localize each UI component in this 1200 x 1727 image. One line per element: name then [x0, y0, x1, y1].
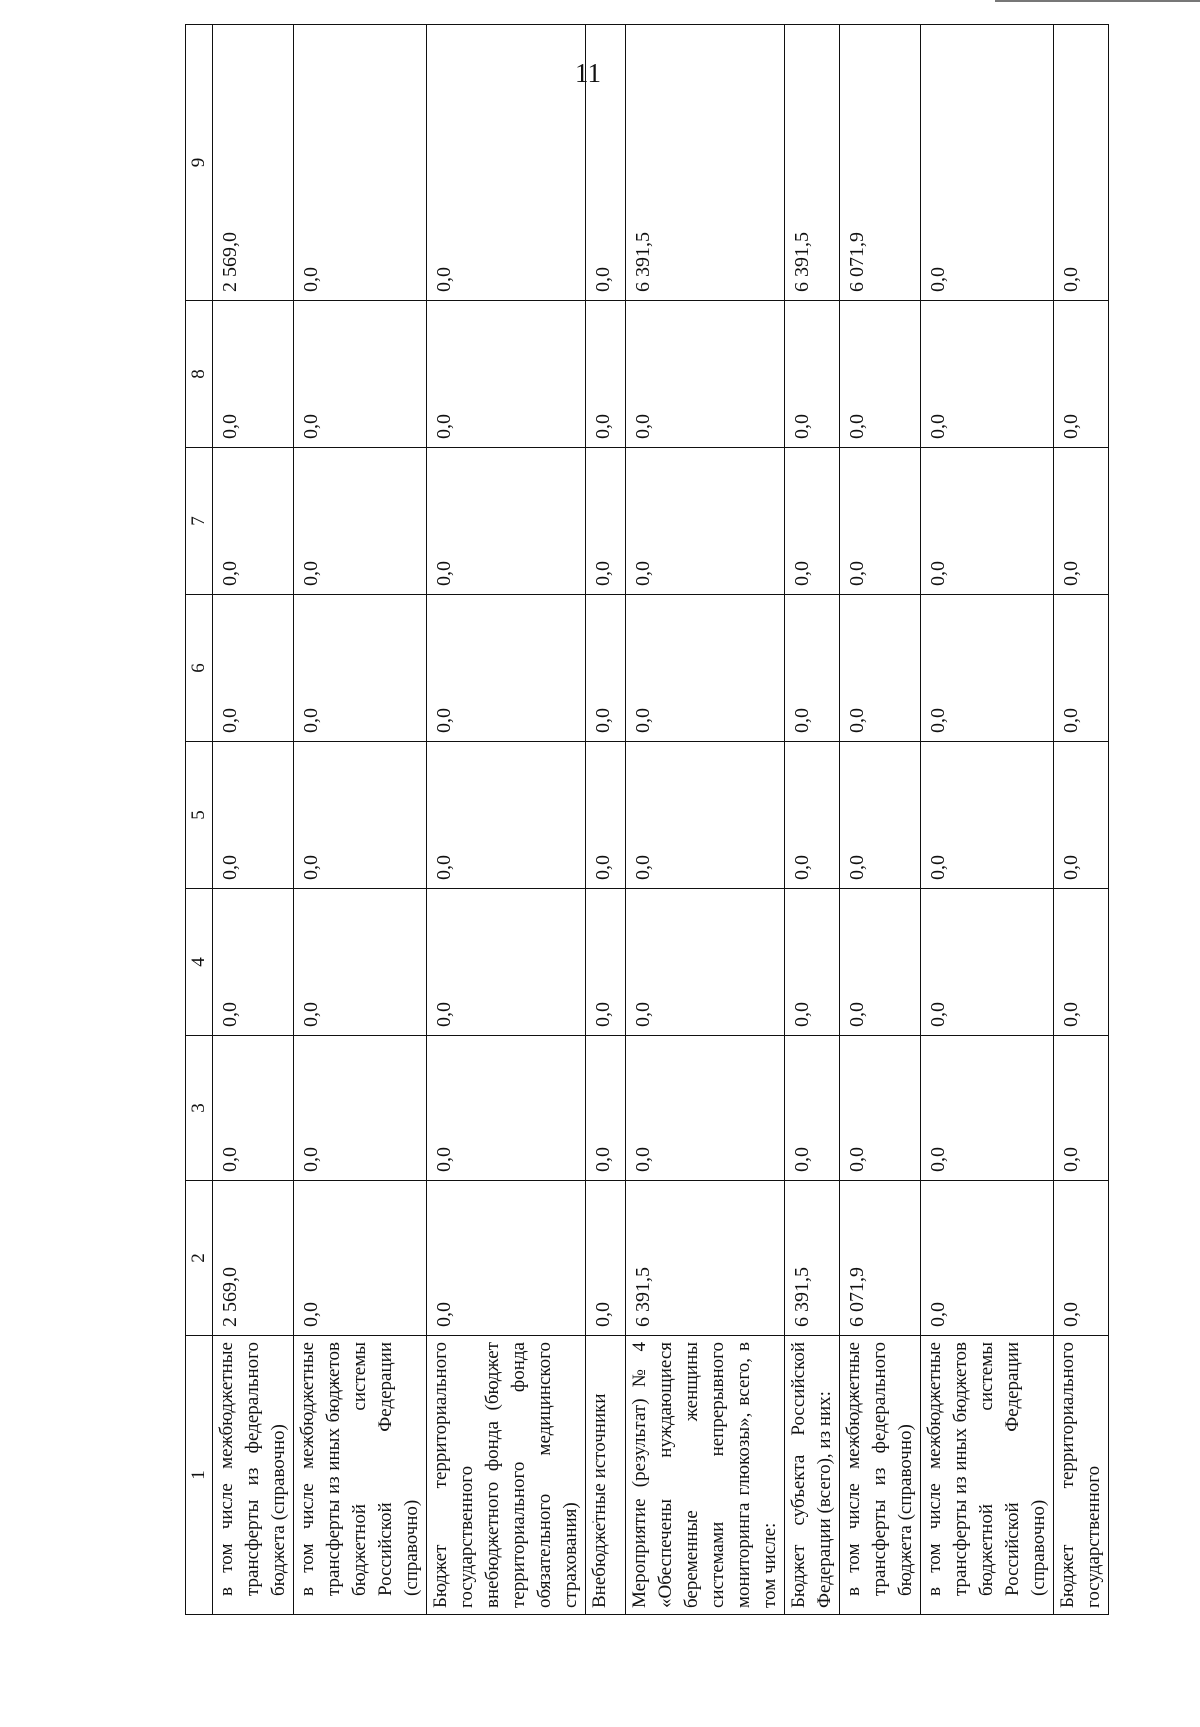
value-cell-col-8: 0,0	[213, 301, 294, 448]
row-label: Бюджет территориального государственного	[1054, 1336, 1109, 1615]
value-cell-col-8: 0,0	[785, 301, 840, 448]
value-cell-col-5: 0,0	[1054, 742, 1109, 889]
value-cell-col-3: 0,0	[427, 1036, 586, 1181]
column-header-4: 4	[186, 889, 213, 1036]
value-cell-col-6: 0,0	[213, 595, 294, 742]
value-cell-col-8: 0,0	[921, 301, 1054, 448]
value-cell-col-2: 6 071,9	[840, 1181, 921, 1336]
column-header-6: 6	[186, 595, 213, 742]
value-cell-col-7: 0,0	[785, 448, 840, 595]
value-cell-col-9: 0,0	[294, 25, 427, 301]
value-cell-col-2: 0,0	[427, 1181, 586, 1336]
value-cell-col-2: 6 391,5	[626, 1181, 785, 1336]
row-label: Мероприятие (результат) № 4 «Обеспечены нуждающиеся беременные женщины системами непрерывного мониторинга глюкозы», всего, в том числе:	[626, 1336, 785, 1615]
value-cell-col-6: 0,0	[785, 595, 840, 742]
value-cell-col-6: 0,0	[586, 595, 626, 742]
value-cell-col-6: 0,0	[1054, 595, 1109, 742]
value-cell-col-5: 0,0	[921, 742, 1054, 889]
value-cell-col-4: 0,0	[294, 889, 427, 1036]
value-cell-col-7: 0,0	[213, 448, 294, 595]
column-header-1: 1	[186, 1336, 213, 1615]
value-cell-col-3: 0,0	[213, 1036, 294, 1181]
value-cell-col-5: 0,0	[626, 742, 785, 889]
value-cell-col-9: 6 391,5	[785, 25, 840, 301]
value-cell-col-9: 0,0	[1054, 25, 1109, 301]
table-row	[427, 25, 586, 1615]
value-cell-col-9: 0,0	[586, 25, 626, 301]
table-row	[785, 25, 840, 1615]
value-cell-col-2: 6 391,5	[785, 1181, 840, 1336]
value-cell-col-7: 0,0	[586, 448, 626, 595]
value-cell-col-6: 0,0	[840, 595, 921, 742]
value-cell-col-6: 0,0	[921, 595, 1054, 742]
value-cell-col-4: 0,0	[427, 889, 586, 1036]
value-cell-col-3: 0,0	[840, 1036, 921, 1181]
value-cell-col-3: 0,0	[1054, 1036, 1109, 1181]
row-label: в том числе межбюджетные трансферты из федерального бюджета (справочно)	[213, 1336, 294, 1615]
value-cell-col-3: 0,0	[626, 1036, 785, 1181]
value-cell-col-7: 0,0	[427, 448, 586, 595]
row-label: Бюджет субъекта Российской Федерации (всего), из них:	[785, 1336, 840, 1615]
value-cell-col-7: 0,0	[840, 448, 921, 595]
value-cell-col-3: 0,0	[586, 1036, 626, 1181]
value-cell-col-8: 0,0	[294, 301, 427, 448]
row-label: в том числе межбюджетные трансферты из федерального бюджета (справочно)	[840, 1336, 921, 1615]
page-number: 11	[575, 58, 601, 88]
table-row	[840, 25, 921, 1615]
value-cell-col-2: 0,0	[921, 1181, 1054, 1336]
value-cell-col-6: 0,0	[427, 595, 586, 742]
column-header-8: 8	[186, 301, 213, 448]
column-header-2: 2	[186, 1181, 213, 1336]
value-cell-col-4: 0,0	[626, 889, 785, 1036]
value-cell-col-8: 0,0	[427, 301, 586, 448]
top-edge-rule	[995, 0, 1200, 2]
value-cell-col-4: 0,0	[586, 889, 626, 1036]
value-cell-col-2: 2 569,0	[213, 1181, 294, 1336]
column-header-5: 5	[186, 742, 213, 889]
row-label: в том числе межбюджетные трансферты из иных бюджетов бюджетной системы Российской Федерации (справочно)	[921, 1336, 1054, 1615]
column-header-3: 3	[186, 1036, 213, 1181]
value-cell-col-9: 6 391,5	[626, 25, 785, 301]
value-cell-col-4: 0,0	[840, 889, 921, 1036]
value-cell-col-4: 0,0	[785, 889, 840, 1036]
table-body	[213, 25, 1109, 1615]
value-cell-col-4: 0,0	[1054, 889, 1109, 1036]
value-cell-col-3: 0,0	[921, 1036, 1054, 1181]
column-header-7: 7	[186, 448, 213, 595]
row-label: Бюджет территориального государственного внебюджетного фонда (бюджет территориального фонда обязательного медицинского страхования)	[427, 1336, 586, 1615]
table-row	[294, 25, 427, 1615]
value-cell-col-2: 0,0	[294, 1181, 427, 1336]
value-cell-col-7: 0,0	[294, 448, 427, 595]
table-row	[921, 25, 1054, 1615]
value-cell-col-3: 0,0	[294, 1036, 427, 1181]
row-label: в том числе межбюджетные трансферты из иных бюджетов бюджетной системы Российской Федерации (справочно)	[294, 1336, 427, 1615]
value-cell-col-6: 0,0	[294, 595, 427, 742]
value-cell-col-2: 0,0	[586, 1181, 626, 1336]
value-cell-col-7: 0,0	[1054, 448, 1109, 595]
value-cell-col-5: 0,0	[213, 742, 294, 889]
value-cell-col-8: 0,0	[840, 301, 921, 448]
value-cell-col-7: 0,0	[626, 448, 785, 595]
value-cell-col-5: 0,0	[427, 742, 586, 889]
row-label: Внебюджетные источники	[586, 1336, 626, 1615]
value-cell-col-9: 0,0	[427, 25, 586, 301]
value-cell-col-9: 0,0	[921, 25, 1054, 301]
table-row	[1054, 25, 1109, 1615]
value-cell-col-4: 0,0	[213, 889, 294, 1036]
table-row	[586, 25, 626, 1615]
rotated-table-frame	[185, 25, 1105, 1615]
value-cell-col-8: 0,0	[586, 301, 626, 448]
value-cell-col-5: 0,0	[586, 742, 626, 889]
table-row	[626, 25, 785, 1615]
value-cell-col-6: 0,0	[626, 595, 785, 742]
value-cell-col-4: 0,0	[921, 889, 1054, 1036]
value-cell-col-9: 2 569,0	[213, 25, 294, 301]
value-cell-col-9: 6 071,9	[840, 25, 921, 301]
budget-table	[185, 24, 1109, 1615]
value-cell-col-2: 0,0	[1054, 1181, 1109, 1336]
table-row	[213, 25, 294, 1615]
value-cell-col-8: 0,0	[626, 301, 785, 448]
column-header-9: 9	[186, 25, 213, 301]
header-row	[186, 25, 213, 1615]
value-cell-col-8: 0,0	[1054, 301, 1109, 448]
value-cell-col-5: 0,0	[840, 742, 921, 889]
value-cell-col-7: 0,0	[921, 448, 1054, 595]
value-cell-col-5: 0,0	[294, 742, 427, 889]
value-cell-col-3: 0,0	[785, 1036, 840, 1181]
value-cell-col-5: 0,0	[785, 742, 840, 889]
